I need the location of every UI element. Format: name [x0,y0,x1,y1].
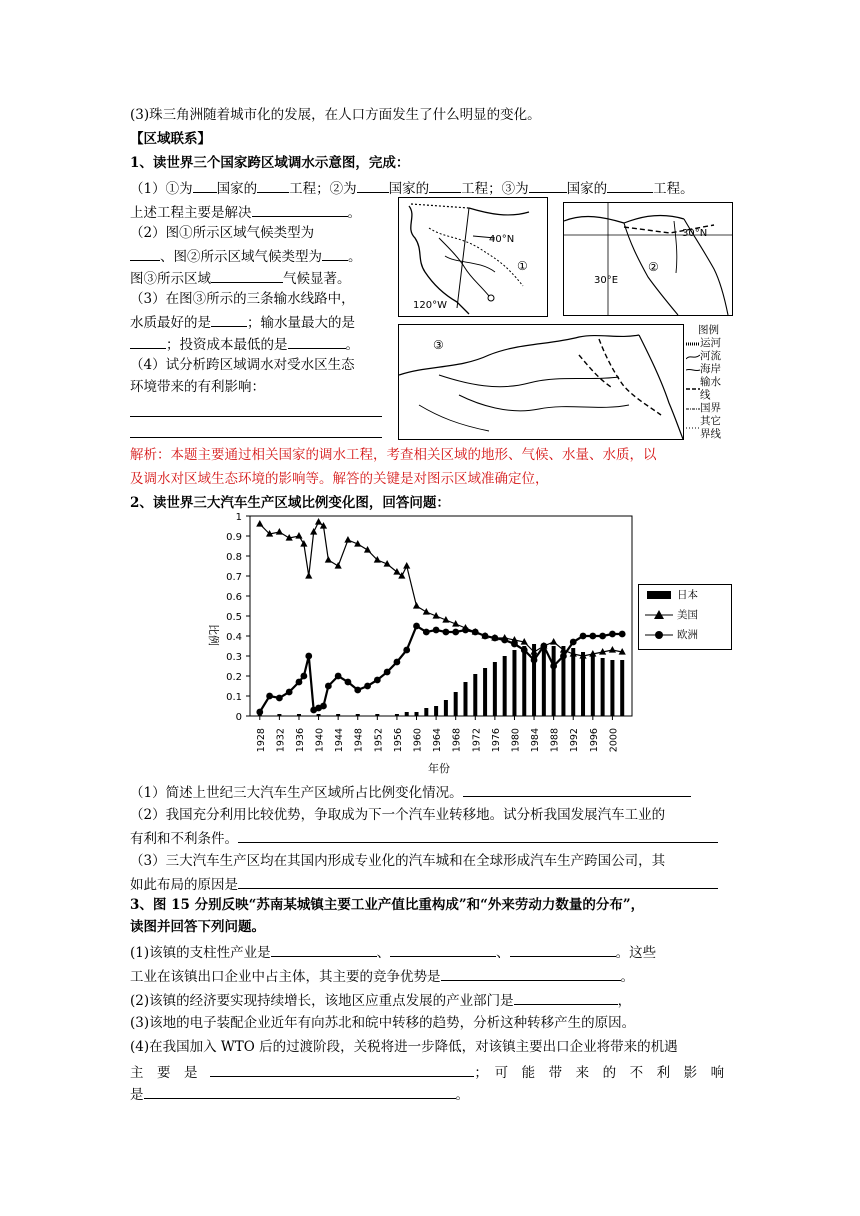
legend-usa [639,605,731,625]
x-tick-label: 1936 [294,728,306,753]
europe-point [570,639,577,646]
y-tick-label: 0.4 [226,632,242,643]
answer-blank[interactable] [390,942,496,957]
europe-point [550,663,557,670]
europe-point [599,633,606,640]
usa-series-line [260,522,622,656]
europe-point [540,643,547,650]
usa-point [413,602,420,609]
x-tick-label: 1972 [471,728,483,753]
x-tick-label: 1984 [530,728,542,753]
legend-europe [639,625,731,645]
japan-bar [277,714,281,716]
europe-point [325,683,332,690]
q1-1-text-e: 工程；③为 [461,181,529,197]
japan-bar [483,668,487,716]
q1-1-text-b: 国家的 [216,181,258,197]
map-1-lat-label: 40°N [489,234,515,245]
legend-label-usa: 美国 [677,609,698,621]
y-tick-label: 0.3 [226,652,242,663]
europe-point [374,677,381,684]
answer-blank[interactable] [529,178,567,193]
x-tick-label: 1956 [392,728,404,753]
q3-1-text-b: 、 [376,945,391,961]
map-2-marker: ② [648,260,659,274]
q3-4-text-b: 主 要 是 [130,1065,198,1081]
q1-3-line3 [130,334,359,354]
q3-3-text: (3)该地的电子装配企业近年有向苏北和皖中转移的趋势，分析这种转移产生的原因。 [130,1015,636,1031]
legend-title: 图例 [698,324,719,336]
q3-2-line [130,990,631,1010]
q3-1-text-c: 、 [496,945,510,961]
q1-2-text-e: 气候显著。 [283,271,351,287]
usa-point [423,608,430,615]
usa-point [344,536,351,543]
analysis-line1 [130,446,657,464]
q1-4-text-a: （4）试分析跨区域调水对受水区生态 [130,357,355,373]
q2-1-text: （1）简述上世纪三大汽车生产区域所占比例变化情况。 [130,785,463,801]
answer-line[interactable] [130,437,382,438]
q3-title-line2 [130,918,265,936]
europe-point [589,633,596,640]
answer-blank[interactable] [211,268,283,283]
q1-1-text-i: 。 [347,205,361,221]
y-axis-label: 比例 [207,624,220,646]
x-tick-label: 1948 [353,728,365,753]
answer-blank[interactable] [238,828,718,843]
x-tick-label: 1960 [412,728,424,753]
q1-3-text-a: （3）在图③所示的三条输水线路中， [130,291,355,307]
legend-label: 国界 [700,402,721,414]
answer-blank[interactable] [271,942,377,957]
q1-2-text-d: 图③所示区域 [130,271,211,287]
other-border-icon [686,423,700,433]
river-icon [686,352,700,362]
q3-1-text-d: 。这些 [615,945,657,961]
japan-bar [405,712,409,716]
japan-bar [375,714,379,716]
japan-bar [454,692,458,716]
q1-4-line1 [130,356,355,374]
analysis-line2 [130,470,549,488]
x-tick-label: 1940 [314,728,326,753]
q1-2-line2 [130,246,362,266]
japan-bar [356,714,360,716]
x-tick-label: 1944 [334,728,346,753]
q1-1-line2 [130,202,361,222]
q-prev-3 [130,106,541,124]
japan-bar [503,656,507,716]
q2-2-line2 [130,828,718,848]
y-tick-label: 0.9 [226,532,242,543]
map-2 [563,202,733,316]
x-tick-label: 1976 [490,728,502,753]
japan-bar [463,682,467,716]
analysis-text-1: 解析：本题主要通过相关国家的调水工程，考查相关区域的地形、气候、水量、水质，以 [130,447,657,463]
europe-point [501,637,508,644]
x-tick-label: 1988 [549,728,561,753]
q2-3-line2 [130,874,718,894]
usa-point [403,562,410,569]
x-tick-label: 1964 [432,728,444,753]
answer-blank[interactable] [288,334,346,349]
q2-2-line1 [130,806,665,824]
q3-4-text-c: ； 可 能 带 来 的 不 利 影 响 [474,1065,725,1081]
europe-point [335,673,342,680]
q1-3-text-c: ；输水量最大的是 [247,315,355,331]
map-3-drawing [399,325,683,439]
answer-blank[interactable] [252,202,348,217]
answer-blank[interactable] [130,334,166,349]
japan-bar [395,714,399,716]
y-tick-label: 0.7 [226,572,242,583]
x-tick-label: 1928 [255,728,267,753]
q3-2-text-b: ， [617,993,632,1009]
x-tick-label: 1952 [373,728,385,753]
q1-title-text: 1、读世界三个国家跨区域调水示意图，完成： [130,155,410,171]
x-tick-label: 1932 [275,728,287,753]
japan-bar [336,714,340,716]
map-2-lat-label: 30°N [682,228,708,239]
q1-2-text-b: 、图②所示区域气候类型为 [160,249,322,265]
usa-point [393,568,400,575]
q3-4-text-d: 是 [130,1087,144,1103]
q1-3-text-d: ；投资成本最低的是 [166,337,288,353]
analysis-text-2: 及调水对区域生态环境的影响等。解答的关键是对图示区域准确定位， [130,471,549,487]
answer-blank[interactable] [429,178,461,193]
europe-point [619,631,626,638]
q3-2-text-a: (2)该镇的经济要实现持续增长，该地区应重点发展的产业部门是 [130,993,514,1009]
q1-3-text-b: 水质最好的是 [130,315,211,331]
japan-bar [581,652,585,716]
q1-1-text-c: 工程；②为 [289,181,357,197]
japan-bar [297,714,301,716]
europe-point [300,673,307,680]
europe-point [403,647,410,654]
legend-item-canal [686,337,746,350]
japan-bar [552,646,556,716]
europe-point [462,627,469,634]
europe-point [305,653,312,660]
japan-bar [571,648,575,716]
q3-1-line2 [130,966,634,986]
car-production-chart [200,512,640,776]
japan-bar [610,660,614,716]
legend-item-coast [686,363,746,376]
q3-3-line [130,1014,635,1032]
y-tick-label: 0.8 [226,552,242,563]
europe-point [266,693,273,700]
q1-3-line1 [130,290,355,308]
japan-bar [424,708,428,716]
japan-bar [620,660,624,716]
answer-blank[interactable] [238,874,718,889]
x-tick-label: 1992 [569,728,581,753]
legend-label: 河流 [700,350,721,362]
europe-point [472,629,479,636]
japan-bar [473,674,477,716]
q2-3-line1 [130,852,665,870]
circle-marker-icon [645,629,673,641]
q2-2-text-b: 有利和不利条件。 [130,831,238,847]
q3-1-text-f: 。 [620,969,634,985]
europe-point [345,679,352,686]
q1-1-text-a: （1）①为 [130,181,193,197]
answer-blank[interactable] [130,246,160,261]
europe-point [256,709,263,716]
y-tick-label: 0.2 [226,672,242,683]
map-1-marker: ① [517,259,528,273]
section-title [130,130,211,148]
answer-blank[interactable] [257,178,289,193]
map-legend [686,324,746,441]
europe-point [354,687,361,694]
japan-bar [542,646,546,716]
q2-title [130,494,450,512]
europe-point [531,657,538,664]
legend-japan [639,585,731,605]
legend-label: 海岸 [700,363,721,375]
q3-title-text-b: 读图并回答下列问题。 [130,919,265,935]
japan-bar [591,656,595,716]
q3-4-text-e: 。 [455,1087,469,1103]
answer-blank[interactable] [441,966,621,981]
q3-4-text-a: (4)在我国加入 WTO 后的过渡阶段，关税将进一步降低，对该镇主要出口企业将带来的机遇 [130,1039,678,1055]
q3-title-line1 [130,896,644,914]
europe-point [482,633,489,640]
q2-title-text: 2、读世界三大汽车生产区域比例变化图，回答问题： [130,495,450,511]
map-3-marker: ③ [433,338,444,352]
europe-point [413,623,420,630]
map-1-drawing [399,198,547,316]
q1-title [130,154,409,172]
europe-point [296,679,303,686]
japan-bar [512,650,516,716]
japan-bar [522,646,526,716]
q1-2-line1 [130,224,314,242]
europe-point [364,683,371,690]
japan-bar [434,706,438,716]
answer-blank[interactable] [607,178,653,193]
legend-item-river [686,350,746,363]
x-tick-label: 1968 [451,728,463,753]
legend-item-other [686,415,746,441]
map-1-lon-label: 120°W [413,300,447,311]
legend-item-border [686,402,746,415]
bar-swatch-icon [645,589,673,601]
q1-4-line2 [130,378,265,396]
q1-1-text-g: 工程。 [653,181,694,197]
answer-blank[interactable] [510,942,616,957]
x-tick-label: 1996 [588,728,600,753]
usa-point [335,562,342,569]
q3-1-line1 [130,942,656,962]
q3-title-text-a: 3、图 15 分别反映“苏南某城镇主要工业产值比重构成”和“外来劳动力数量的分布”， [130,897,645,913]
q2-3-text-a: （3）三大汽车生产区均在其国内形成专业化的汽车城和在全球形成汽车生产跨国公司，其 [130,853,666,869]
q1-1-line [130,178,694,198]
x-axis-label: 年份 [428,762,450,775]
q2-3-text-b: 如此布局的原因是 [130,877,238,893]
border-icon [686,404,700,414]
europe-series-line [260,626,622,712]
coast-icon [686,365,700,375]
japan-bar [415,712,419,716]
europe-point [442,629,449,636]
japan-bar [493,662,497,716]
triangle-marker-icon [645,609,673,621]
usa-point [295,532,302,539]
usa-point [310,528,317,535]
usa-point [315,518,322,525]
europe-point [511,641,518,648]
answer-blank[interactable] [144,1084,456,1099]
europe-point [580,633,587,640]
europe-point [491,635,498,642]
europe-point [286,689,293,696]
usa-point [276,528,283,535]
aqueduct-icon [686,384,700,394]
japan-bar [317,714,321,716]
europe-point [433,627,440,634]
section-title-text: 【区域联系】 [130,131,211,147]
q1-1-text-h: 上述工程主要是解决 [130,205,252,221]
chart-legend-box [638,584,732,650]
q1-3-text-e: 。 [345,337,359,353]
q1-3-line2 [130,312,355,332]
map-1 [398,197,548,317]
japan-bar [532,644,536,716]
q3-1-text-a: (1)该镇的支柱性产业是 [130,945,271,961]
q1-2-line3 [130,268,351,288]
answer-blank[interactable] [193,178,217,193]
europe-point [560,653,567,660]
usa-point [256,520,263,527]
legend-label: 运河 [700,337,721,349]
legend-label-japan: 日本 [677,589,698,601]
answer-blank[interactable] [210,1062,474,1077]
answer-blank[interactable] [463,782,691,797]
europe-point [521,647,528,654]
x-tick-label: 2000 [608,728,620,753]
usa-point [550,638,557,645]
legend-label: 输水线 [700,376,721,401]
y-tick-label: 0.1 [226,692,242,703]
q1-4-text-b: 环境带来的有利影响： [130,379,265,395]
q3-4-line2 [130,1062,724,1082]
q1-1-text-d: 国家的 [388,181,430,197]
japan-bar [444,700,448,716]
y-tick-label: 0.6 [226,592,242,603]
europe-point [452,629,459,636]
europe-point [320,703,327,710]
prev-question-text: (3)珠三角洲随着城市化的发展，在人口方面发生了什么明显的变化。 [130,107,541,123]
map-2-drawing [564,203,732,315]
q1-2-text-c: 。 [348,249,362,265]
y-tick-label: 0.5 [226,612,242,623]
europe-point [609,631,616,638]
q1-1-text-f: 国家的 [566,181,608,197]
q1-2-text-a: （2）图①所示区域气候类型为 [130,225,315,241]
legend-label: 其它界线 [700,415,721,440]
map-3 [398,324,684,440]
answer-blank[interactable] [322,246,348,261]
q3-1-text-e: 工业在该镇出口企业中占主体，其主要的竞争优势是 [130,969,441,985]
usa-point [305,572,312,579]
x-tick-label: 1980 [510,728,522,753]
y-tick-label: 0 [235,712,242,723]
legend-item-aqueduct [686,376,746,402]
q3-4-line3 [130,1084,469,1104]
usa-point [364,546,371,553]
answer-blank[interactable] [357,178,389,193]
canal-icon [686,339,700,349]
europe-point [423,629,430,636]
q3-4-line1 [130,1038,678,1056]
map-2-lon-label: 30°E [594,275,619,286]
answer-blank[interactable] [211,312,247,327]
usa-point [609,646,616,653]
y-tick-label: 1 [235,512,242,523]
q2-1-line [130,782,691,802]
q2-2-text-a: （2）我国充分利用比较优势，争取成为下一个汽车业转移地。试分析我国发展汽车工业的 [130,807,666,823]
usa-point [325,556,332,563]
europe-point [384,669,391,676]
legend-label-europe: 欧洲 [677,629,698,641]
europe-point [276,695,283,702]
answer-blank[interactable] [514,990,618,1005]
answer-line[interactable] [130,416,382,417]
japan-bar [601,658,605,716]
europe-point [394,659,401,666]
